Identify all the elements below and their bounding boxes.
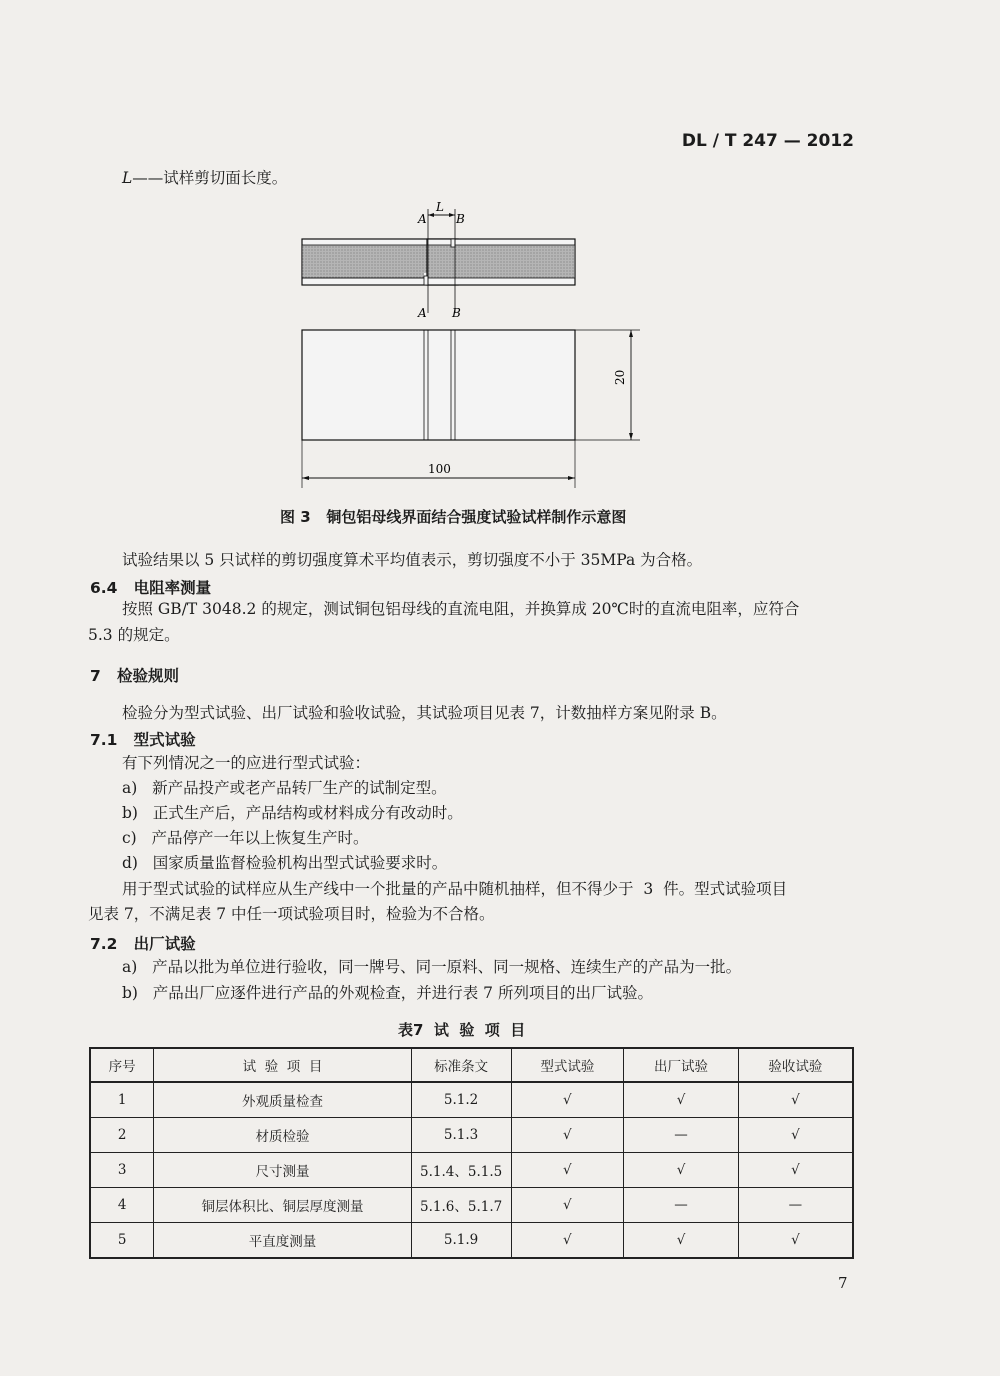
table-cell: √: [511, 1153, 624, 1188]
table-cell: √: [511, 1223, 624, 1259]
section-number: 7.2: [90, 935, 118, 953]
table-cell: —: [738, 1188, 853, 1223]
section-7-1-text3: 见表 7，不满足表 7 中任一项试验项目时，检验为不合格。: [88, 905, 495, 923]
table-cell: √: [738, 1223, 853, 1259]
table-cell: √: [738, 1082, 853, 1118]
section-7-1-intro: 有下列情况之一的应进行型式试验：: [122, 754, 371, 772]
section-number: 6.4: [90, 579, 118, 597]
table-cell: 5.1.6、5.1.7: [411, 1188, 511, 1223]
list-item-d: d) 国家质量监督检验机构出型式试验要求时。: [122, 854, 448, 872]
label-width: 100: [428, 462, 451, 476]
table-cell: 5.1.3: [411, 1118, 511, 1153]
variable-definition: [122, 167, 287, 189]
table-cell: 2: [90, 1118, 154, 1153]
table-cell: 尺寸测量: [154, 1153, 411, 1188]
table-cell: 4: [90, 1188, 154, 1223]
table-row: [90, 1223, 853, 1259]
variable-symbol: L: [122, 169, 133, 187]
specimen-side-view: [302, 239, 575, 285]
table-cell: 外观质量检查: [154, 1082, 411, 1118]
section-7-heading: [90, 664, 179, 686]
column-header: 序号: [90, 1048, 154, 1082]
table-cell: 铜层体积比、铜层厚度测量: [154, 1188, 411, 1223]
label-A-bottom: A: [418, 306, 427, 320]
section-title: 出厂试验: [133, 935, 196, 953]
list-item-a: a) 新产品投产或老产品转厂生产的试制定型。: [122, 779, 447, 797]
label-height: 20: [613, 369, 627, 385]
test-items-table: [89, 1047, 854, 1259]
section-number: 7.1: [90, 731, 118, 749]
section-6-4-text: 按照 GB/T 3048.2 的规定，测试铜包铝母线的直流电阻，并换算成 20℃时的直流电阻率，应符合: [122, 600, 800, 618]
table-row: [90, 1082, 853, 1118]
section-title: 型式试验: [133, 731, 196, 749]
table-row: [90, 1153, 853, 1188]
page-number: 7: [838, 1274, 848, 1292]
variable-description: ——试样剪切面长度。: [132, 169, 288, 187]
section-7-1-heading: [90, 728, 196, 750]
label-A-top: A: [418, 212, 427, 226]
table-cell: √: [738, 1153, 853, 1188]
column-header: 型式试验: [511, 1048, 624, 1082]
figure-caption: 图 3 铜包铝母线界面结合强度试验试样制作示意图: [280, 508, 627, 526]
section-7-1-text2: 用于型式试验的试样应从生产线中一个批量的产品中随机抽样，但不得少于 3 件。型式试验项目: [122, 880, 788, 898]
table-cell: —: [624, 1118, 739, 1153]
label-B-top: B: [456, 212, 465, 226]
table-cell: √: [624, 1082, 739, 1118]
specimen-plan-view: [302, 330, 575, 440]
label-B-bottom: B: [452, 306, 461, 320]
list-item-a: a) 产品以批为单位进行验收，同一牌号、同一原料、同一规格、连续生产的产品为一批。: [122, 958, 742, 976]
table-cell: 5.1.9: [411, 1223, 511, 1259]
column-header: 出厂试验: [624, 1048, 739, 1082]
section-6-4-text-cont: 5.3 的规定。: [88, 626, 180, 644]
table-cell: √: [738, 1118, 853, 1153]
table-row: [90, 1118, 853, 1153]
table-header-row: [90, 1048, 853, 1082]
table-cell: 材质检验: [154, 1118, 411, 1153]
table-cell: 1: [90, 1082, 154, 1118]
list-item-b: b) 正式生产后，产品结构或材料成分有改动时。: [122, 804, 463, 822]
table-cell: √: [511, 1118, 624, 1153]
table-cell: —: [624, 1188, 739, 1223]
list-item-b: b) 产品出厂应逐件进行产品的外观检查，并进行表 7 所列项目的出厂试验。: [122, 984, 653, 1002]
column-header: 验收试验: [738, 1048, 853, 1082]
label-L: L: [436, 200, 444, 214]
table-cell: 3: [90, 1153, 154, 1188]
document-number: DL / T 247 — 2012: [681, 131, 854, 151]
section-title: 电阻率测量: [133, 579, 212, 597]
table-cell: 5.1.2: [411, 1082, 511, 1118]
table-cell: 平直度测量: [154, 1223, 411, 1259]
table-row: [90, 1188, 853, 1223]
section-number: 7: [90, 667, 101, 685]
column-header: 试 验 项 目: [154, 1048, 411, 1082]
specimen-diagram: [290, 195, 650, 495]
section-title: 检验规则: [117, 667, 180, 685]
column-header: 标准条文: [411, 1048, 511, 1082]
table-cell: 5.1.4、5.1.5: [411, 1153, 511, 1188]
section-6-4-heading: [90, 576, 211, 598]
section-7-2-heading: [90, 932, 196, 954]
shear-result-paragraph: 试验结果以 5 只试样的剪切强度算术平均值表示，剪切强度不小于 35MPa 为合格。: [122, 551, 703, 569]
table-cell: √: [511, 1188, 624, 1223]
table-title: 表7 试 验 项 目: [398, 1021, 526, 1039]
table-cell: √: [624, 1153, 739, 1188]
table-cell: 5: [90, 1223, 154, 1259]
table-cell: √: [624, 1223, 739, 1259]
section-7-text: 检验分为型式试验、出厂试验和验收试验，其试验项目见表 7，计数抽样方案见附录 B。: [122, 704, 727, 722]
list-item-c: c) 产品停产一年以上恢复生产时。: [122, 829, 369, 847]
table-cell: √: [511, 1082, 624, 1118]
